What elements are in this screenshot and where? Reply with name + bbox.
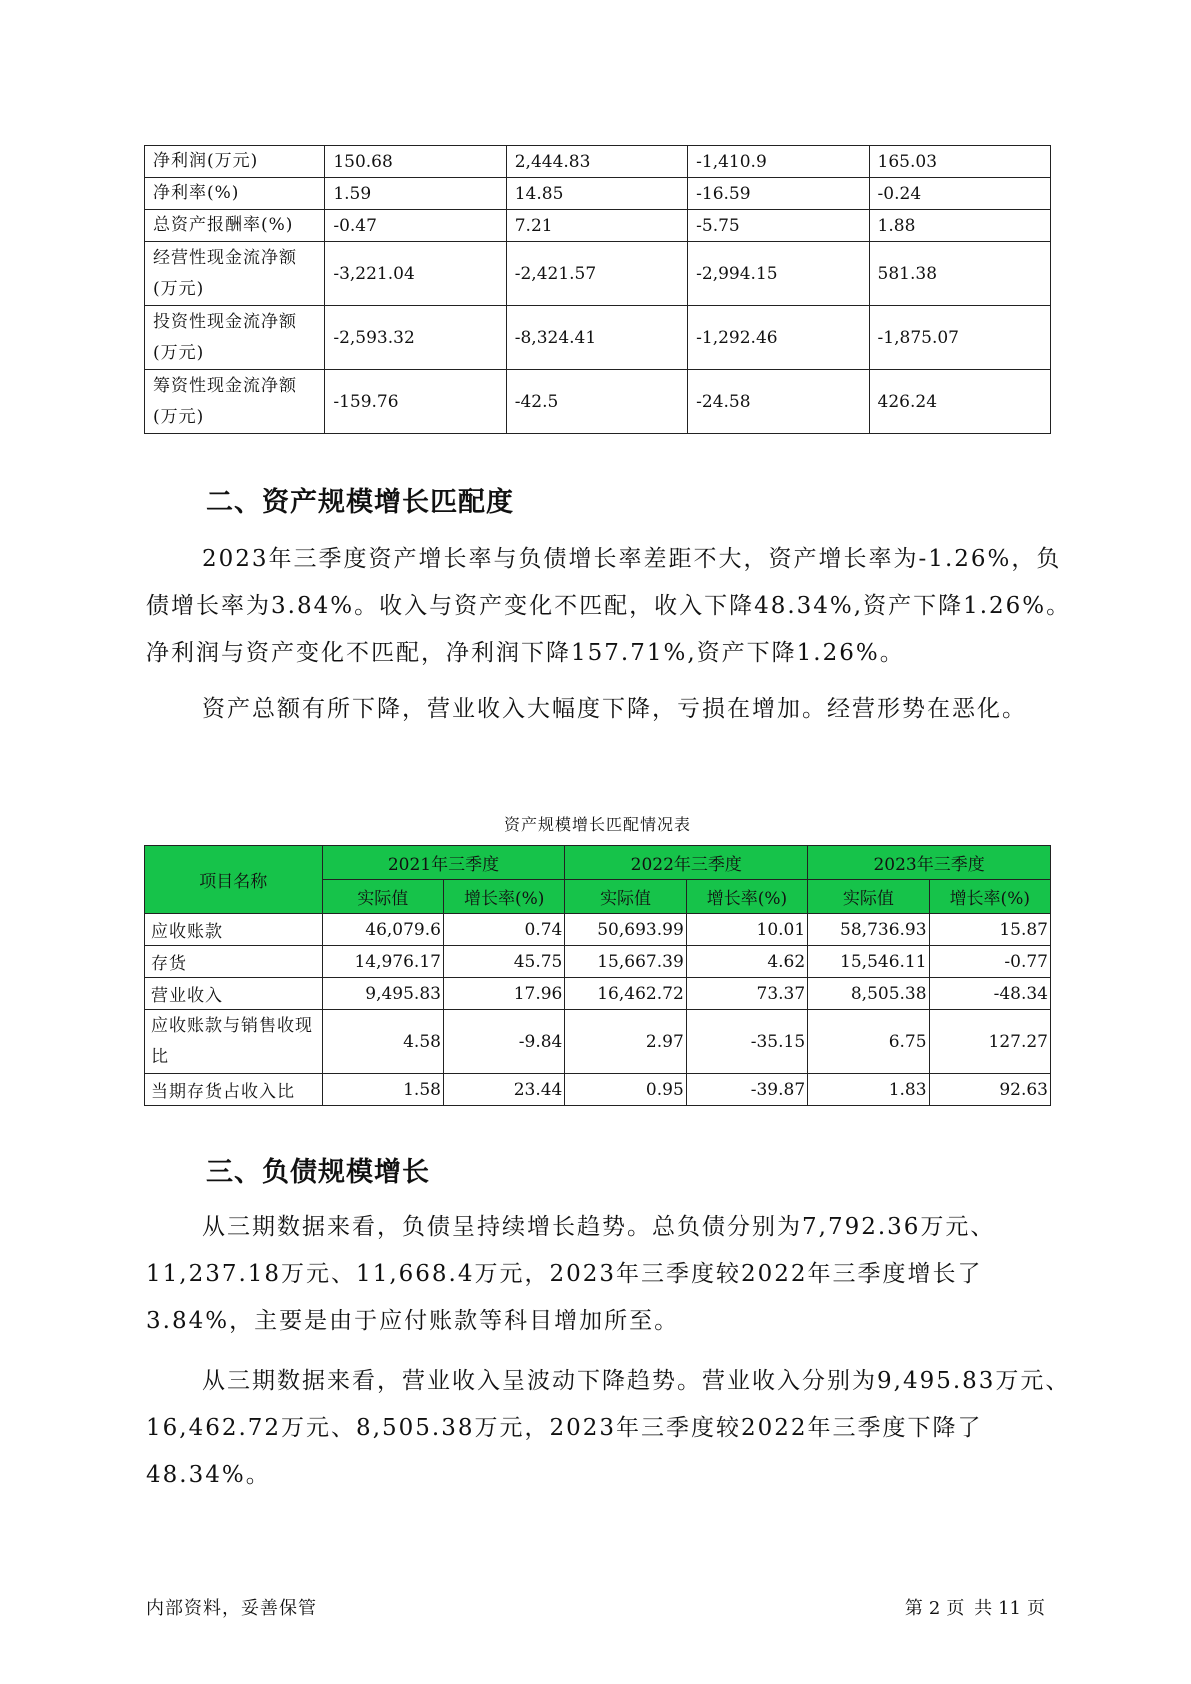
- table-cell: -2,421.57: [506, 242, 687, 306]
- table-row: [145, 914, 1051, 946]
- header-row: [145, 846, 1051, 880]
- confidential-notice: 内部资料，妥善保管: [146, 1598, 317, 1619]
- row-label: 总资产报酬率(%): [145, 210, 325, 242]
- row-label: 净利率(%): [145, 178, 325, 210]
- table-cell: 46,079.6: [322, 914, 443, 946]
- table-row: [145, 210, 1051, 242]
- table-cell: -42.5: [506, 370, 687, 434]
- table-cell: -2,593.32: [325, 306, 506, 370]
- table-cell: -1,875.07: [869, 306, 1050, 370]
- table-cell: 6.75: [808, 1010, 929, 1074]
- table-cell: -2,994.15: [688, 242, 869, 306]
- table-row: [145, 1010, 1051, 1074]
- table-cell: -48.34: [929, 978, 1050, 1010]
- table-cell: -0.77: [929, 946, 1050, 978]
- table-row: [145, 242, 1051, 306]
- column-header-growth: 增长率(%): [443, 880, 564, 914]
- table-cell: 1.58: [322, 1074, 443, 1106]
- table-cell: -1,292.46: [688, 306, 869, 370]
- table-cell: 1.83: [808, 1074, 929, 1106]
- table-row: [145, 146, 1051, 178]
- table-cell: 127.27: [929, 1010, 1050, 1074]
- row-label: 筹资性现金流净额(万元): [145, 370, 325, 434]
- table-cell: -1,410.9: [688, 146, 869, 178]
- table-cell: 23.44: [443, 1074, 564, 1106]
- page-mid: 页 共: [946, 1598, 993, 1619]
- row-label: 经营性现金流净额(万元): [145, 242, 325, 306]
- table-cell: 8,505.38: [808, 978, 929, 1010]
- table-row: [145, 978, 1051, 1010]
- paragraph: 资产总额有所下降，营业收入大幅度下降，亏损在增加。经营形势在恶化。: [202, 696, 1027, 722]
- table-cell: 14,976.17: [322, 946, 443, 978]
- table-cell: 15.87: [929, 914, 1050, 946]
- table-cell: 15,667.39: [565, 946, 686, 978]
- page-number: [905, 1594, 1051, 1620]
- table-cell: -0.24: [869, 178, 1050, 210]
- row-label: 当期存货占收入比: [145, 1074, 323, 1106]
- table-row: [145, 306, 1051, 370]
- row-label: 应收账款与销售收现比: [145, 1010, 323, 1074]
- table-cell: 50,693.99: [565, 914, 686, 946]
- column-header-period: 2022年三季度: [565, 846, 808, 880]
- section-heading-asset-scale: 二、资产规模增长匹配度: [206, 487, 514, 518]
- table-caption: 资产规模增长匹配情况表: [503, 815, 691, 834]
- section-heading-debt-scale: 三、负债规模增长: [206, 1157, 430, 1188]
- table-cell: 14.85: [506, 178, 687, 210]
- table-cell: 7.21: [506, 210, 687, 242]
- table-cell: -24.58: [688, 370, 869, 434]
- table-row: [145, 370, 1051, 434]
- table-cell: 45.75: [443, 946, 564, 978]
- asset-match-table: [144, 845, 1051, 1106]
- page-suffix: 页: [1027, 1598, 1045, 1619]
- financial-indicators-table: [144, 145, 1051, 434]
- table-cell: 15,546.11: [808, 946, 929, 978]
- page-total: 11: [998, 1598, 1021, 1619]
- column-header-actual: 实际值: [322, 880, 443, 914]
- paragraph: 从三期数据来看，负债呈持续增长趋势。总负债分别为7,792.36万元、11,237.18万元、11,668.4万元，2023年三季度较2022年三季度增长了3.84%，主要是由于应付账款等科目增加所至。: [146, 1214, 996, 1334]
- row-label: 营业收入: [145, 978, 323, 1010]
- table-row: [145, 946, 1051, 978]
- row-label: 应收账款: [145, 914, 323, 946]
- table-cell: 1.59: [325, 178, 506, 210]
- table-cell: 1.88: [869, 210, 1050, 242]
- column-header-actual: 实际值: [808, 880, 929, 914]
- table-cell: 73.37: [686, 978, 807, 1010]
- table-cell: 9,495.83: [322, 978, 443, 1010]
- table-cell: -16.59: [688, 178, 869, 210]
- table-cell: 4.62: [686, 946, 807, 978]
- table-cell: 16,462.72: [565, 978, 686, 1010]
- table-cell: 150.68: [325, 146, 506, 178]
- table-cell: 426.24: [869, 370, 1050, 434]
- table-cell: -35.15: [686, 1010, 807, 1074]
- table-cell: -3,221.04: [325, 242, 506, 306]
- table-cell: -8,324.41: [506, 306, 687, 370]
- column-header-period: 2021年三季度: [322, 846, 565, 880]
- paragraph: 2023年三季度资产增长率与负债增长率差距不大，资产增长率为-1.26%，负债增长率为3.84%。收入与资产变化不匹配，收入下降48.34%,资产下降1.26%。净利润与资产变化不匹配，净利润下降157.71%,资产下降1.26%。: [146, 546, 1072, 666]
- table-cell: 92.63: [929, 1074, 1050, 1106]
- column-header-growth: 增长率(%): [686, 880, 807, 914]
- column-header-period: 2023年三季度: [808, 846, 1051, 880]
- table-cell: 2.97: [565, 1010, 686, 1074]
- column-header-actual: 实际值: [565, 880, 686, 914]
- table-cell: -159.76: [325, 370, 506, 434]
- table-cell: -5.75: [688, 210, 869, 242]
- table-cell: 165.03: [869, 146, 1050, 178]
- table-cell: 581.38: [869, 242, 1050, 306]
- column-header-item: 项目名称: [145, 846, 323, 914]
- page-current: 2: [928, 1598, 941, 1619]
- row-label: 存货: [145, 946, 323, 978]
- column-header-growth: 增长率(%): [929, 880, 1050, 914]
- row-label: 投资性现金流净额(万元): [145, 306, 325, 370]
- table-row: [145, 178, 1051, 210]
- paragraph: 从三期数据来看，营业收入呈波动下降趋势。营业收入分别为9,495.83万元、16,462.72万元、8,505.38万元，2023年三季度较2022年三季度下降了48.34%。: [146, 1368, 1071, 1488]
- table-cell: 0.74: [443, 914, 564, 946]
- table-cell: 58,736.93: [808, 914, 929, 946]
- row-label: 净利润(万元): [145, 146, 325, 178]
- page-prefix: 第: [904, 1598, 923, 1619]
- table-cell: 17.96: [443, 978, 564, 1010]
- table-cell: -9.84: [443, 1010, 564, 1074]
- table-cell: 2,444.83: [506, 146, 687, 178]
- table-row: [145, 1074, 1051, 1106]
- table-cell: -0.47: [325, 210, 506, 242]
- table-cell: 0.95: [565, 1074, 686, 1106]
- table-cell: 4.58: [322, 1010, 443, 1074]
- table-cell: -39.87: [686, 1074, 807, 1106]
- table-cell: 10.01: [686, 914, 807, 946]
